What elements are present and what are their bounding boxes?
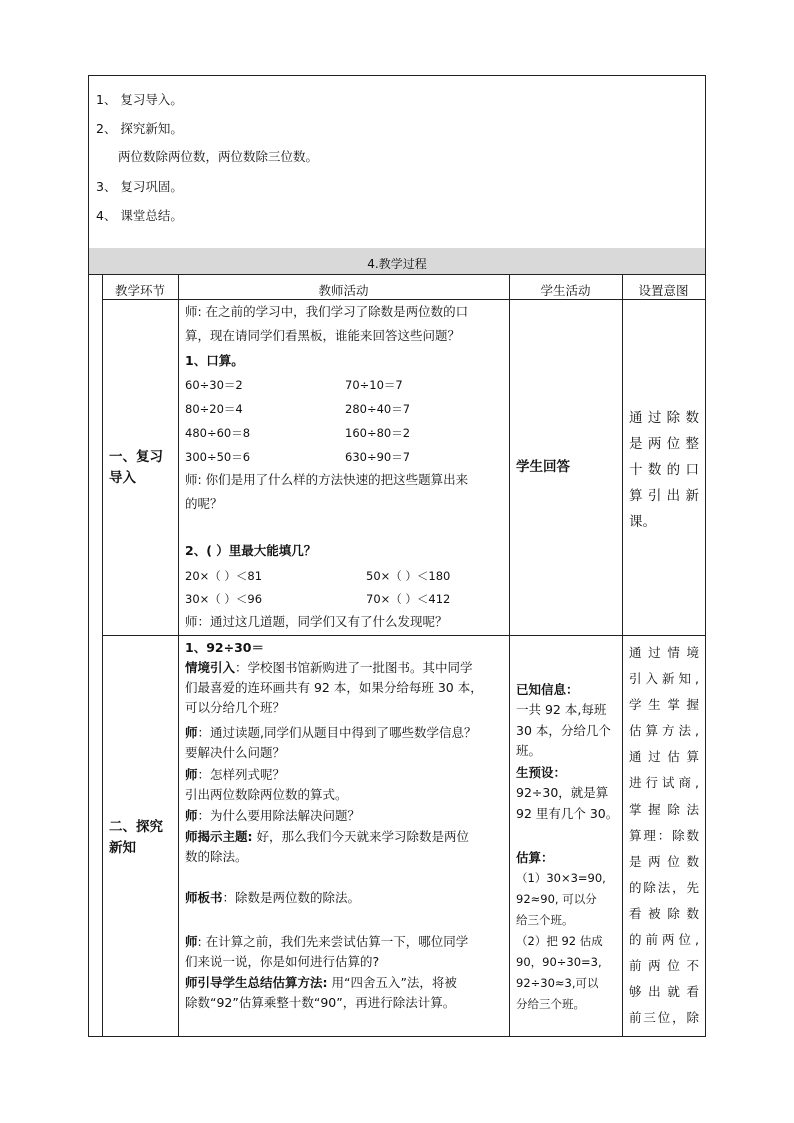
row2-problem: 1、92÷30＝	[185, 640, 264, 655]
purpose-line: 十数的口	[629, 462, 699, 478]
formula-text: ：怎样列式呢？	[197, 767, 286, 782]
overview-item-2: 2、 探究新知。	[96, 121, 183, 136]
row2-formula-lead: 引出两位数除两位数的算式。	[185, 787, 348, 802]
teacher-label: 师	[185, 934, 198, 949]
purpose-line: 课。	[629, 514, 656, 530]
row1-stage-line1: 一、复习	[109, 449, 163, 465]
header-purpose: 设置意图	[638, 283, 689, 298]
grid-line	[178, 274, 179, 1036]
row2-situation: 可以分给几个班？	[185, 700, 286, 715]
overview-item-3: 3、 复习巩固。	[96, 179, 183, 194]
oral-item: 300÷50＝6	[185, 450, 251, 464]
row2-info	[185, 723, 477, 743]
overview-item-1: 1、 复习导入。	[96, 92, 183, 107]
row2-situation	[185, 658, 473, 678]
row2-guide: 除数“92”估算乘整十数“90”，再进行除法计算。	[185, 995, 456, 1010]
row2-reveal: 数的除法。	[185, 849, 248, 864]
row2-situation: 们最喜爱的连环画共有 92 本，如果分给每班 30 本，	[185, 680, 483, 695]
overview-item-4: 4、 课堂总结。	[96, 208, 183, 223]
purpose-line: 估算方法,	[629, 723, 699, 739]
purpose-line: 的除法，先	[629, 879, 699, 895]
student-est: （1）30×3=90,	[516, 871, 606, 885]
row2-formula	[185, 765, 285, 785]
purpose-line: 是两位整	[629, 436, 699, 452]
grid-line	[509, 274, 510, 1036]
fill-item: 20×（ ）＜81	[185, 569, 263, 583]
header-stage: 教学环节	[114, 283, 165, 298]
oral-item: 60÷30＝2	[185, 378, 243, 392]
teacher-label: 师	[185, 725, 198, 740]
oral-item: 80÷20＝4	[185, 402, 243, 416]
row1-student: 学生回答	[516, 459, 570, 475]
purpose-line: 够出就看	[629, 984, 699, 1000]
overview-section	[89, 76, 705, 249]
purpose-line: 通过估算	[629, 749, 699, 765]
student-est: 90，90÷30=3,	[516, 955, 602, 969]
grid-line	[102, 299, 705, 300]
row2-info: 要解决什么问题？	[185, 745, 286, 760]
student-est: （2）把 92 估成	[516, 934, 603, 948]
grid-line	[622, 274, 623, 1036]
student-est: 给三个班。	[516, 913, 574, 927]
row1-question: 师: 你们是用了什么样的方法快速的把这些题算出来	[185, 472, 469, 487]
section-title: 4.教学过程	[367, 257, 427, 271]
row2-purpose	[629, 640, 699, 1031]
row1-teacher-intro: 师: 在之前的学习中，我们学习了除数是两位数的口	[185, 304, 469, 319]
row1-fill-title: 2、( ）里最大能填几？	[185, 543, 317, 558]
student-known: 一共 92 本,每班	[516, 702, 607, 717]
purpose-line: 前三位，除	[629, 1010, 699, 1026]
student-preset: 92÷30，就是算	[516, 785, 609, 800]
grid-line	[102, 274, 103, 1036]
row2-estimate	[185, 932, 468, 952]
row2-stage-line1: 二、探究	[109, 819, 163, 835]
teacher-label: 师	[185, 767, 198, 782]
teacher-label: 师	[185, 808, 198, 823]
board-text: ：除数是两位数的除法。	[222, 890, 361, 905]
row2-stage-line2: 新知	[109, 840, 136, 856]
purpose-line: 是两位数	[629, 853, 699, 869]
grid-line	[102, 635, 705, 636]
situation-text: ：学校图书馆新购进了一批图书。其中同学	[235, 660, 473, 675]
row1-discover: 师：通过这几道题，同学们又有了什么发现呢？	[185, 614, 448, 629]
overview-item-2-detail: 两位数除两位数，两位数除三位数。	[118, 149, 319, 164]
situation-label: 情境引入	[185, 660, 236, 675]
row2-estimate: 们来说一说，你是如何进行估算的?	[185, 954, 380, 969]
student-known: 30 本，分给几个	[516, 723, 611, 738]
purpose-line: 通过除数	[629, 410, 699, 426]
student-est: 92≈90, 可以分	[516, 892, 597, 906]
row2-guide	[185, 973, 457, 993]
oral-item: 70÷10＝7	[345, 378, 403, 392]
purpose-line: 的前两位,	[629, 932, 699, 948]
purpose-line: 学生掌握	[629, 697, 699, 713]
row1-oral-title: 1、口算。	[185, 353, 244, 368]
fill-item: 30×（ ）＜96	[185, 592, 263, 606]
reveal-label: 师揭示主题:	[185, 829, 253, 844]
student-est: 分给三个班。	[516, 997, 585, 1011]
section-band	[89, 248, 705, 275]
row2-why	[185, 806, 360, 826]
oral-item: 160÷80＝2	[345, 426, 411, 440]
guide-text: 用“四舍五入”法，将被	[327, 975, 457, 990]
oral-item: 280÷40＝7	[345, 402, 411, 416]
row2-board	[185, 888, 360, 908]
student-known-title: 已知信息：	[516, 682, 579, 697]
row1-teacher-intro: 算，现在请同学们看黑板，谁能来回答这些问题？	[185, 328, 461, 343]
why-text: ：为什么要用除法解决问题？	[197, 808, 361, 823]
row1-purpose	[629, 405, 699, 535]
purpose-line: 算理：除数	[629, 827, 699, 843]
header-teacher: 教师活动	[318, 283, 369, 298]
purpose-line: 算引出新	[629, 488, 699, 504]
purpose-line: 进行试商,	[629, 775, 699, 791]
info-text: ：通过读题,同学们从题目中得到了哪些数学信息？	[197, 725, 477, 740]
header-student: 学生活动	[540, 283, 591, 298]
purpose-line: 掌握除法	[629, 801, 699, 817]
student-est: 92÷30≈3,可以	[516, 976, 599, 990]
purpose-line: 通过情境	[629, 645, 699, 660]
row2-reveal	[185, 827, 469, 847]
row1-question: 的呢？	[185, 496, 223, 511]
student-est-title: 估算：	[516, 850, 554, 865]
oral-item: 480÷60＝8	[185, 426, 251, 440]
fill-item: 50×（ ）＜180	[366, 569, 451, 583]
student-known: 班。	[516, 743, 542, 758]
student-preset-title: 生预设：	[516, 765, 567, 780]
oral-item: 630÷90＝7	[345, 450, 411, 464]
estimate-text: : 在计算之前，我们先来尝试估算一下，哪位同学	[197, 934, 469, 949]
student-preset: 92 里有几个 30。	[516, 806, 619, 821]
lesson-plan-table	[88, 75, 706, 1037]
fill-item: 70×（ ）＜412	[366, 592, 451, 606]
purpose-line: 看被除数	[629, 905, 699, 921]
purpose-line: 前两位不	[629, 958, 699, 974]
reveal-text: 好，那么我们今天就来学习除数是两位	[252, 829, 469, 844]
guide-label: 师引导学生总结估算方法:	[185, 975, 328, 990]
row1-stage-line2: 导入	[109, 470, 136, 486]
board-label: 师板书	[185, 890, 223, 905]
purpose-line: 引入新知,	[629, 671, 699, 687]
